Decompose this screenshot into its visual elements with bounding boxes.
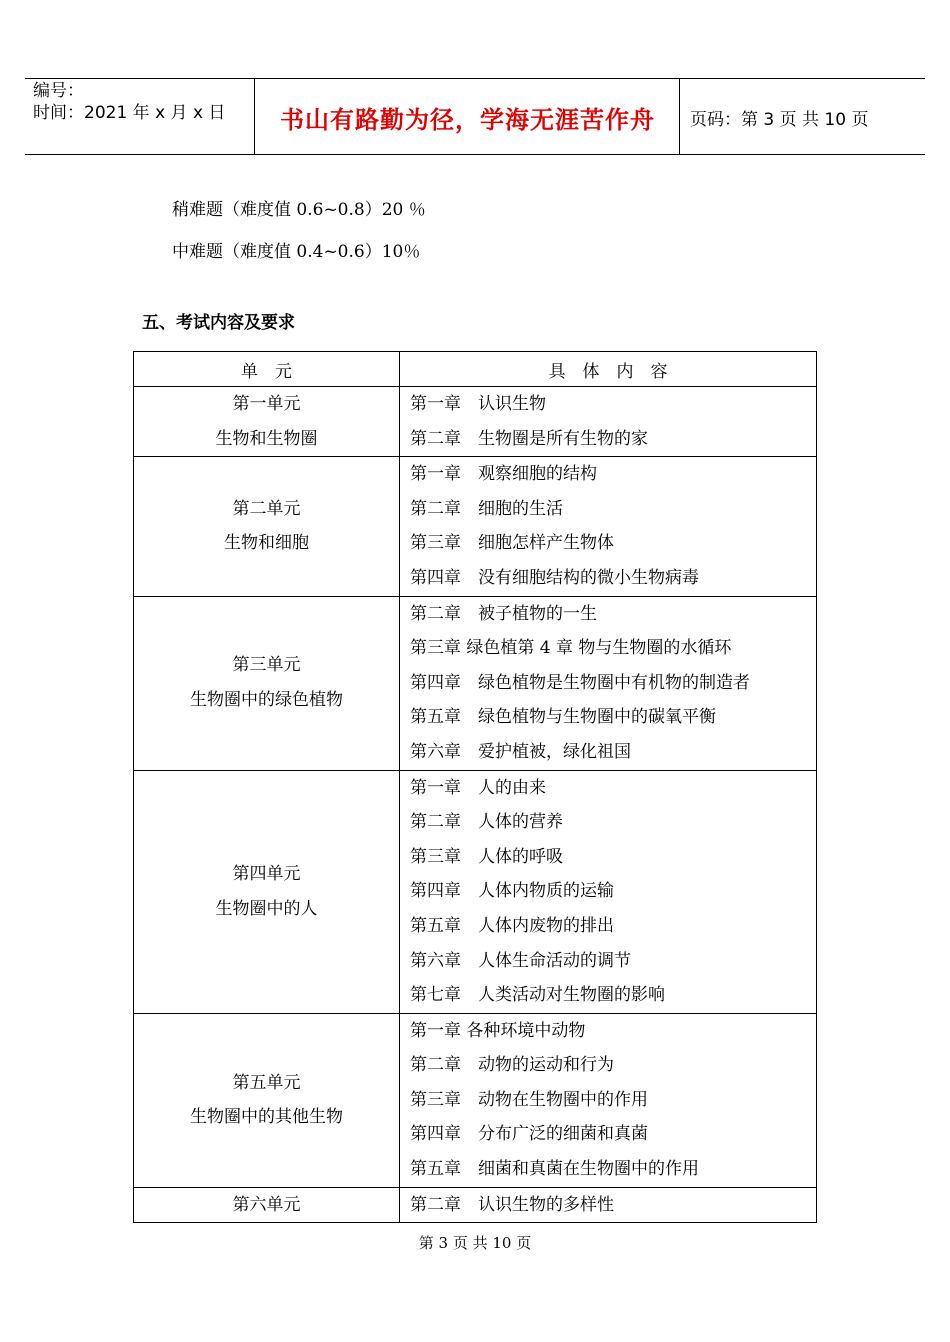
exam-content-table xyxy=(133,351,817,1223)
chapter-item: 第六章 人体生命活动的调节 xyxy=(410,950,631,971)
difficulty-line-1: 稍难题（难度值 0.6~0.8）20 ％ xyxy=(172,200,426,220)
page-footer: 第 3 页 共 10 页 xyxy=(418,1234,532,1252)
table-row xyxy=(134,596,817,770)
table-row xyxy=(134,387,817,457)
chapter-item: 第五章 人体内废物的排出 xyxy=(410,915,614,936)
chapter-item: 第四章 没有细胞结构的微小生物病毒 xyxy=(410,567,699,588)
header-unit: 单 元 xyxy=(134,352,400,387)
chapter-item: 第一章 各种环境中动物 xyxy=(410,1020,586,1041)
chapters-cell xyxy=(400,457,817,596)
table-row xyxy=(134,1187,817,1223)
unit-number: 第五单元 xyxy=(232,1072,301,1093)
unit-number: 第六单元 xyxy=(232,1194,301,1215)
chapters-cell xyxy=(400,770,817,1013)
chapters-cell xyxy=(400,1013,817,1187)
unit-number: 第二单元 xyxy=(232,498,301,519)
unit-cell xyxy=(134,1187,400,1223)
unit-name: 生物和细胞 xyxy=(224,533,309,554)
unit-name: 生物和生物圈 xyxy=(215,428,318,449)
chapter-item: 第三章 动物在生物圈中的作用 xyxy=(410,1089,648,1110)
document-number-label: 编号： xyxy=(33,81,84,101)
chapter-item: 第五章 绿色植物与生物圈中的碳氧平衡 xyxy=(410,707,716,728)
chapters-cell xyxy=(400,1187,817,1223)
chapter-item: 第四章 绿色植物是生物圈中有机物的制造者 xyxy=(410,672,750,693)
chapters-cell xyxy=(400,596,817,770)
chapter-item: 第一章 人的由来 xyxy=(410,777,546,798)
header-top-rule xyxy=(25,78,925,79)
unit-cell xyxy=(134,1013,400,1187)
unit-cell xyxy=(134,596,400,770)
document-time: 时间：2021 年 x 月 x 日 xyxy=(33,103,226,123)
unit-name: 生物圈中的人 xyxy=(215,898,318,919)
table-row xyxy=(134,1013,817,1187)
chapter-item: 第七章 人类活动对生物圈的影响 xyxy=(410,985,665,1006)
header-content: 具 体 内 容 xyxy=(400,352,817,387)
difficulty-line-2: 中难题（难度值 0.4~0.6）10％ xyxy=(172,242,421,262)
unit-name: 生物圈中的其他生物 xyxy=(190,1107,343,1128)
chapter-item: 第一章 观察细胞的结构 xyxy=(410,464,597,485)
header-page-info: 页码：第 3 页 共 10 页 xyxy=(690,110,869,130)
unit-name: 生物圈中的绿色植物 xyxy=(190,690,343,711)
chapter-item: 第四章 人体内物质的运输 xyxy=(410,881,614,902)
chapter-item: 第二章 细胞的生活 xyxy=(410,498,563,519)
chapter-item: 第二章 认识生物的多样性 xyxy=(410,1194,614,1215)
chapter-item: 第二章 人体的营养 xyxy=(410,812,563,833)
header-bottom-rule xyxy=(25,154,925,155)
chapter-item: 第三章 细胞怎样产生物体 xyxy=(410,533,614,554)
unit-number: 第四单元 xyxy=(232,864,301,885)
chapters-cell xyxy=(400,387,817,457)
chapter-item: 第六章 爱护植被，绿化祖国 xyxy=(410,741,631,762)
unit-cell xyxy=(134,457,400,596)
unit-cell xyxy=(134,770,400,1013)
chapter-item: 第三章 绿色植第 4 章 物与生物圈的水循环 xyxy=(410,638,732,659)
unit-number: 第一单元 xyxy=(232,394,301,414)
chapter-item: 第五章 细菌和真菌在生物圈中的作用 xyxy=(410,1159,699,1180)
unit-number: 第三单元 xyxy=(232,655,301,676)
chapter-item: 第一章 认识生物 xyxy=(410,394,546,414)
chapter-item: 第三章 人体的呼吸 xyxy=(410,846,563,867)
table-row xyxy=(134,770,817,1013)
unit-cell xyxy=(134,387,400,457)
section-title: 五、考试内容及要求 xyxy=(142,313,295,333)
chapter-item: 第二章 被子植物的一生 xyxy=(410,603,597,624)
chapter-item: 第二章 生物圈是所有生物的家 xyxy=(410,428,648,449)
header-motto: 书山有路勤为径，学海无涯苦作舟 xyxy=(280,106,655,134)
table-header-row xyxy=(134,352,817,387)
table-row xyxy=(134,457,817,596)
chapter-item: 第二章 动物的运动和行为 xyxy=(410,1055,614,1076)
chapter-item: 第四章 分布广泛的细菌和真菌 xyxy=(410,1124,648,1145)
header-left xyxy=(33,80,225,124)
